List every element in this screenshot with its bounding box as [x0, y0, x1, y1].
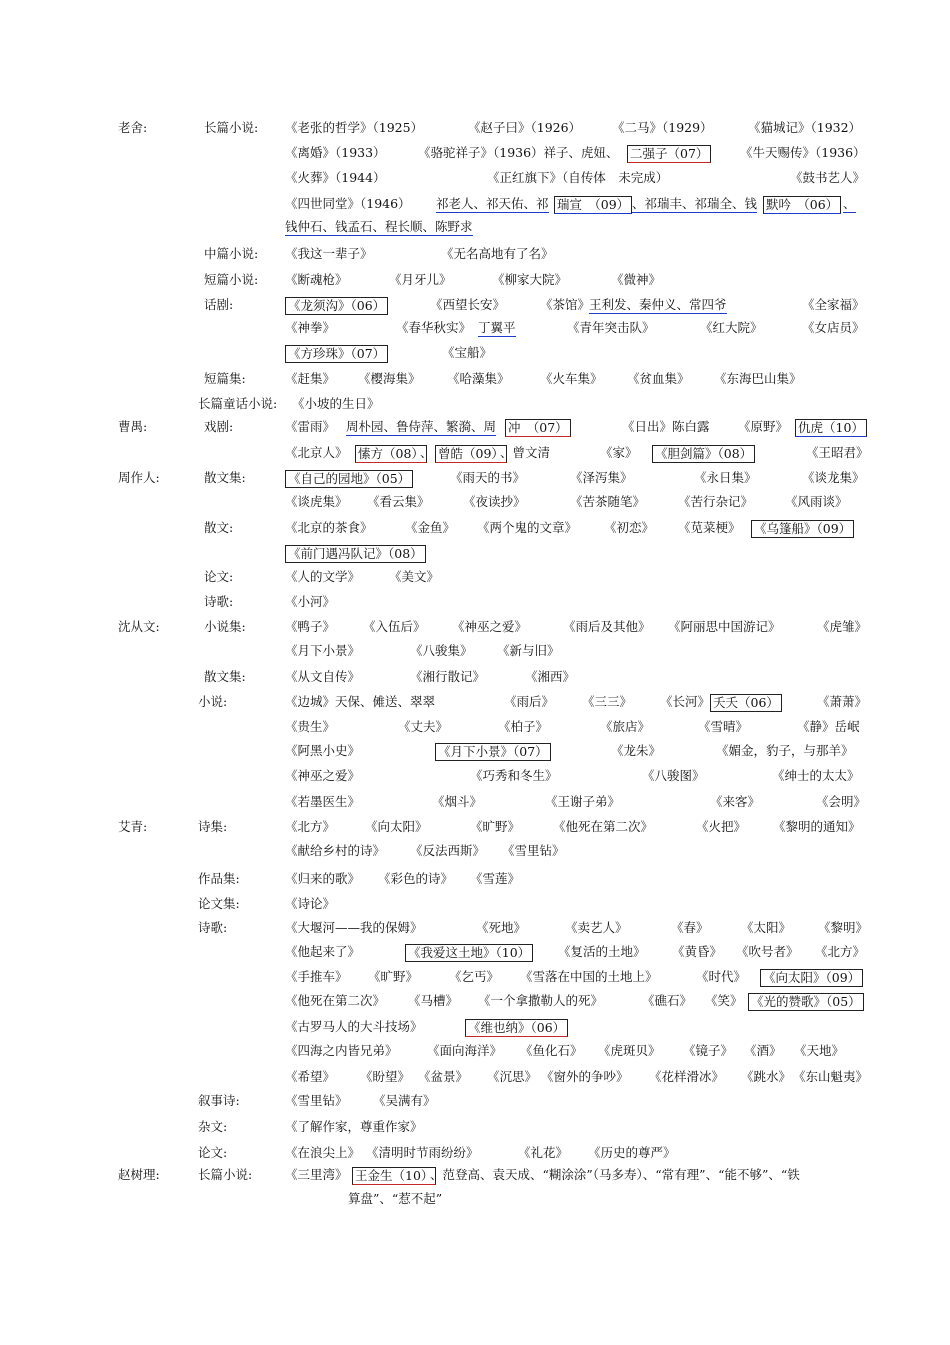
work-title: 《月下小景》 — [285, 643, 361, 658]
work-title: 《三里湾》 — [285, 1167, 348, 1182]
boxed-work-title: 默吟 （06） — [763, 196, 841, 214]
work-title: 《神巫之爱》 — [285, 768, 361, 783]
category-label: 叙事诗: — [198, 1093, 240, 1108]
work-title: 丁翼平 — [478, 320, 516, 335]
work-title: 《镜子》 — [683, 1043, 734, 1058]
work-title: 《巧秀和冬生》 — [470, 768, 558, 783]
boxed-work-title: 王金生（10） — [352, 1167, 436, 1185]
work-title: 《微神》 — [611, 272, 662, 287]
boxed-work-title: 曾皓（09） — [435, 445, 507, 463]
work-title: 《礁石》 — [642, 993, 693, 1008]
work-title: 《丈夫》 — [398, 719, 449, 734]
work-title: 《柏子》 — [498, 719, 549, 734]
work-title: 《神巫之爱》 — [452, 619, 528, 634]
work-title: 《赶集》 — [285, 371, 336, 386]
work-title: 《马槽》 — [408, 993, 459, 1008]
work-title: 《虎斑贝》 — [598, 1043, 661, 1058]
work-title: 《彩色的诗》 — [378, 871, 454, 886]
work-title: 《火把》 — [696, 819, 747, 834]
work-title: 《雪里钻》 — [502, 843, 565, 858]
work-title: 《无名高地有了名》 — [441, 246, 554, 261]
work-title: 祁老人、祁天佑、祁 — [436, 196, 549, 211]
work-title: 《龙朱》 — [611, 743, 662, 758]
work-title: 《月牙儿》 — [389, 272, 452, 287]
work-title: 《两个鬼的文章》 — [477, 520, 578, 535]
work-title: 《神拳》 — [285, 320, 336, 335]
work-title: 《家》 — [600, 445, 638, 460]
category-label: 短篇小说: — [204, 272, 259, 287]
work-title: 陈白露 — [672, 419, 710, 434]
work-title: 《我这一辈子》 — [285, 246, 373, 261]
work-title: 《来客》 — [710, 794, 761, 809]
work-title: 《看云集》 — [367, 494, 430, 509]
work-title: 《小坡的生日》 — [292, 396, 380, 411]
work-title: 《苋菜梗》 — [678, 520, 741, 535]
work-title: 《三三》 — [582, 694, 633, 709]
work-title: 《酒》 — [744, 1043, 782, 1058]
work-title: 《手推车》 — [285, 969, 348, 984]
boxed-work-title: 《胆剑篇》（08） — [652, 445, 755, 463]
work-title: 《花样滑冰》 — [649, 1069, 725, 1084]
work-title: 《雨后及其他》 — [563, 619, 651, 634]
boxed-work-title: 《我爱这土地》（10） — [405, 944, 533, 962]
work-title: 《虎雏》 — [817, 619, 868, 634]
boxed-work-title: 《前门遇冯队记》（08） — [285, 545, 426, 563]
work-title: 《人的文学》 — [285, 569, 361, 584]
work-title: 《他死在第二次》 — [285, 993, 386, 1008]
work-title: 《八骏图》 — [642, 768, 705, 783]
work-title: 《反法西斯》 — [410, 843, 486, 858]
work-title: 《苦行杂记》 — [678, 494, 754, 509]
work-title: 《黎明》 — [818, 920, 869, 935]
boxed-work-title: 《月下小景》（07） — [435, 743, 551, 761]
work-title: 《东海巴山集》 — [714, 371, 802, 386]
work-title: 《湘西》 — [525, 669, 576, 684]
category-label: 短篇集: — [204, 371, 246, 386]
work-title: 《向太阳》 — [365, 819, 428, 834]
work-title: 《一个拿撒勒人的死》 — [478, 993, 604, 1008]
work-title: 《旷野》 — [470, 819, 521, 834]
category-label: 诗集: — [198, 819, 228, 834]
work-title: 《雪晴》 — [698, 719, 749, 734]
work-title: 《贫血集》 — [627, 371, 690, 386]
author-name: 周作人: — [118, 470, 160, 485]
work-title: 《太阳》 — [741, 920, 792, 935]
work-title: 《风雨谈》 — [785, 494, 848, 509]
work-title: 《盆景》 — [418, 1069, 469, 1084]
boxed-work-title: 愫方（08） — [355, 445, 427, 463]
work-title: 《夜读抄》 — [463, 494, 526, 509]
work-title: 《若墨医生》 — [285, 794, 361, 809]
work-title: 《春》 — [671, 920, 709, 935]
work-title: 《初恋》 — [604, 520, 655, 535]
work-title: 《泽泻集》 — [570, 470, 633, 485]
work-title: 《王谢子弟》 — [545, 794, 621, 809]
work-title: 《新与旧》 — [497, 643, 560, 658]
work-title: 《正红旗下》（自传体 未完成） — [487, 170, 669, 185]
category-label: 话剧: — [204, 297, 234, 312]
work-title: 《笑》 — [705, 993, 743, 1008]
category-label: 散文: — [204, 520, 234, 535]
work-title: 《历史的尊严》 — [588, 1145, 676, 1160]
work-title: 《雪里钻》 — [285, 1093, 348, 1108]
work-title: 《小河》 — [285, 594, 336, 609]
work-title: 《入伍后》 — [363, 619, 426, 634]
work-title: 《北方》 — [285, 819, 336, 834]
category-label: 小说: — [198, 694, 228, 709]
boxed-work-title: 《向太阳》（09） — [760, 969, 863, 987]
work-title: 《断魂枪》 — [285, 272, 348, 287]
work-title: 《乞丐》 — [449, 969, 500, 984]
work-title: 、祁瑞丰、祁瑞全、钱 — [632, 196, 758, 211]
work-title: 《鼓书艺人》 — [790, 170, 866, 185]
work-title: 《萧萧》 — [817, 694, 868, 709]
work-title: 《北京人》 — [285, 445, 348, 460]
work-title: 《静》岳岷 — [797, 719, 860, 734]
work-title: 《湘行散记》 — [410, 669, 486, 684]
work-title: 钱仲石、钱孟石、程长顺、陈野求 — [285, 219, 473, 234]
work-title: 《归来的歌》 — [285, 871, 361, 886]
author-name: 沈从文: — [118, 619, 160, 634]
work-title: 《旅店》 — [600, 719, 651, 734]
work-title: 《八骏集》 — [410, 643, 473, 658]
boxed-work-title: 瑞宣 （09） — [554, 196, 632, 214]
category-label: 杂文: — [198, 1119, 228, 1134]
category-label: 作品集: — [198, 871, 240, 886]
author-name: 艾青: — [118, 819, 148, 834]
work-title: 《长河》 — [660, 694, 711, 709]
category-label: 散文集: — [204, 470, 246, 485]
category-label: 长篇小说: — [204, 120, 259, 135]
boxed-work-title: 《维也纳》（06） — [465, 1019, 568, 1037]
boxed-work-title: 冲 （07） — [505, 419, 571, 437]
work-title: 《北京的茶食》 — [285, 520, 373, 535]
work-title: 《火车集》 — [540, 371, 603, 386]
work-title: 《全家福》 — [802, 297, 865, 312]
category-label: 长篇小说: — [198, 1167, 253, 1182]
author-name: 赵树理: — [118, 1167, 160, 1182]
work-title: 《苦茶随笔》 — [570, 494, 646, 509]
category-label: 论文: — [204, 569, 234, 584]
work-title: 《雨后》 — [504, 694, 555, 709]
work-title: 《面向海洋》 — [427, 1043, 503, 1058]
work-title: 《日出》 — [622, 419, 673, 434]
work-title: 《时代》 — [696, 969, 747, 984]
category-label: 长篇童话小说: — [198, 396, 278, 411]
work-title: 《老张的哲学》（1925） — [285, 120, 424, 135]
work-title: 《离婚》（1933） — [285, 145, 386, 160]
work-title: 《礼花》 — [518, 1145, 569, 1160]
boxed-work-title: 《自己的园地》（05） — [285, 470, 413, 488]
work-title: 《王昭君》 — [806, 445, 869, 460]
work-title: 《卖艺人》 — [565, 920, 628, 935]
work-title: 《绅士的太太》 — [772, 768, 860, 783]
work-title: 、 — [420, 445, 433, 460]
boxed-work-title: 二强子（07） — [627, 145, 711, 163]
work-title: 《茶馆》 — [540, 297, 591, 312]
work-title: 《宝船》 — [442, 345, 493, 360]
work-title: 《四世同堂》（1946） — [285, 196, 411, 211]
category-label: 论文集: — [198, 896, 240, 911]
work-title: 《窗外的争吵》 — [541, 1069, 629, 1084]
work-title: 《黄昏》 — [672, 944, 723, 959]
work-title: 《东山魁夷》 — [793, 1069, 869, 1084]
work-title: 《牛天赐传》（1936） — [740, 145, 866, 160]
boxed-work-title: 夭夭（06） — [710, 694, 782, 712]
work-title: 《古罗马人的大斗技场》 — [285, 1019, 423, 1034]
work-title: 、曾文清 — [500, 445, 551, 460]
work-title: 《永日集》 — [694, 470, 757, 485]
work-title: 《大堰河——我的保姆》 — [285, 920, 423, 935]
category-label: 论文: — [198, 1145, 228, 1160]
work-title: 《赵子曰》（1926） — [468, 120, 582, 135]
work-title: 《西望长安》 — [430, 297, 506, 312]
work-title: 《了解作家，尊重作家》 — [285, 1119, 423, 1134]
author-name: 老舍: — [118, 120, 148, 135]
category-label: 中篇小说: — [204, 246, 259, 261]
work-title: 《他起来了》 — [285, 944, 361, 959]
work-title: 《樱海集》 — [358, 371, 421, 386]
boxed-work-title: 《乌篷船》（09） — [751, 520, 854, 538]
work-title: 《诗论》 — [285, 896, 336, 911]
work-title: 《哈藻集》 — [447, 371, 510, 386]
category-label: 诗歌: — [204, 594, 234, 609]
work-title: 《贵生》 — [285, 719, 336, 734]
work-title: 《在浪尖上》 — [285, 1145, 361, 1160]
work-title: 《旷野》 — [368, 969, 419, 984]
work-title: 《骆驼祥子》（1936）祥子、虎妞、 — [418, 145, 619, 160]
work-title: 《吹号者》 — [736, 944, 799, 959]
work-title: 周朴园、鲁侍萍、繁漪、周 — [346, 419, 497, 434]
work-title: 算盘”、“惹不起” — [348, 1191, 443, 1206]
work-title: 《复活的土地》 — [558, 944, 646, 959]
work-title: 《北方》 — [815, 944, 866, 959]
category-label: 诗歌: — [198, 920, 228, 935]
work-title: 《从文自传》 — [285, 669, 361, 684]
work-title: 、 — [843, 196, 856, 211]
work-title: 《吴满有》 — [373, 1093, 436, 1108]
work-title: 《清明时节雨纷纷》 — [366, 1145, 479, 1160]
work-title: 《媚金，豹子，与那羊》 — [716, 743, 854, 758]
work-title: 《阿黑小史》 — [285, 743, 361, 758]
work-title: 《柳家大院》 — [492, 272, 568, 287]
work-title: 《红大院》 — [700, 320, 763, 335]
work-title: 《雪莲》 — [470, 871, 521, 886]
work-title: 《女店员》 — [802, 320, 865, 335]
work-title: 《春华秋实》 — [396, 320, 472, 335]
work-title: 《美文》 — [389, 569, 440, 584]
work-title: 《会明》 — [816, 794, 867, 809]
boxed-work-title: 《龙须沟》（06） — [285, 297, 388, 315]
work-title: 《希望》 — [285, 1069, 336, 1084]
work-title: 《雨天的书》 — [450, 470, 526, 485]
work-title: 《他死在第二次》 — [553, 819, 654, 834]
work-title: 《烟斗》 — [432, 794, 483, 809]
work-title: 《谈虎集》 — [285, 494, 348, 509]
work-title: 《青年突击队》 — [567, 320, 655, 335]
work-title: 《鸭子》 — [285, 619, 336, 634]
author-name: 曹禺: — [118, 419, 148, 434]
work-title: 《鱼化石》 — [520, 1043, 583, 1058]
work-title: 《四海之内皆兄弟》 — [285, 1043, 398, 1058]
work-title: 《二马》（1929） — [612, 120, 713, 135]
boxed-work-title: 《光的赞歌》（05） — [748, 993, 864, 1011]
category-label: 小说集: — [204, 619, 246, 634]
work-title: 《金鱼》 — [405, 520, 456, 535]
work-title: 《猫城记》（1932） — [748, 120, 862, 135]
category-label: 散文集: — [204, 669, 246, 684]
work-title: 《天地》 — [794, 1043, 845, 1058]
work-title: 《阿丽思中国游记》 — [668, 619, 781, 634]
category-label: 戏剧: — [204, 419, 234, 434]
work-title: 《黎明的通知》 — [773, 819, 861, 834]
work-title: 《献给乡村的诗》 — [285, 843, 386, 858]
boxed-work-title: 《方珍珠》（07） — [285, 345, 388, 363]
work-title: 《盼望》 — [360, 1069, 411, 1084]
work-title: 《边城》天保、傩送、翠翠 — [285, 694, 436, 709]
work-title: 《原野》 — [738, 419, 789, 434]
work-title: 王利发、秦仲义、常四爷 — [589, 297, 727, 312]
work-title: 《谈龙集》 — [802, 470, 865, 485]
boxed-work-title: 仇虎（10） — [795, 419, 867, 437]
work-title: 《雪落在中国的土地上》 — [520, 969, 658, 984]
work-title: 《火葬》（1944） — [285, 170, 386, 185]
work-title: 、范登高、袁天成、“糊涂涂”（马多寿）、“常有理”、“能不够”、“铁 — [430, 1167, 800, 1182]
work-title: 《死地》 — [476, 920, 527, 935]
work-title: 《雷雨》 — [285, 419, 336, 434]
work-title: 《沉思》 — [487, 1069, 538, 1084]
work-title: 《跳水》 — [741, 1069, 792, 1084]
